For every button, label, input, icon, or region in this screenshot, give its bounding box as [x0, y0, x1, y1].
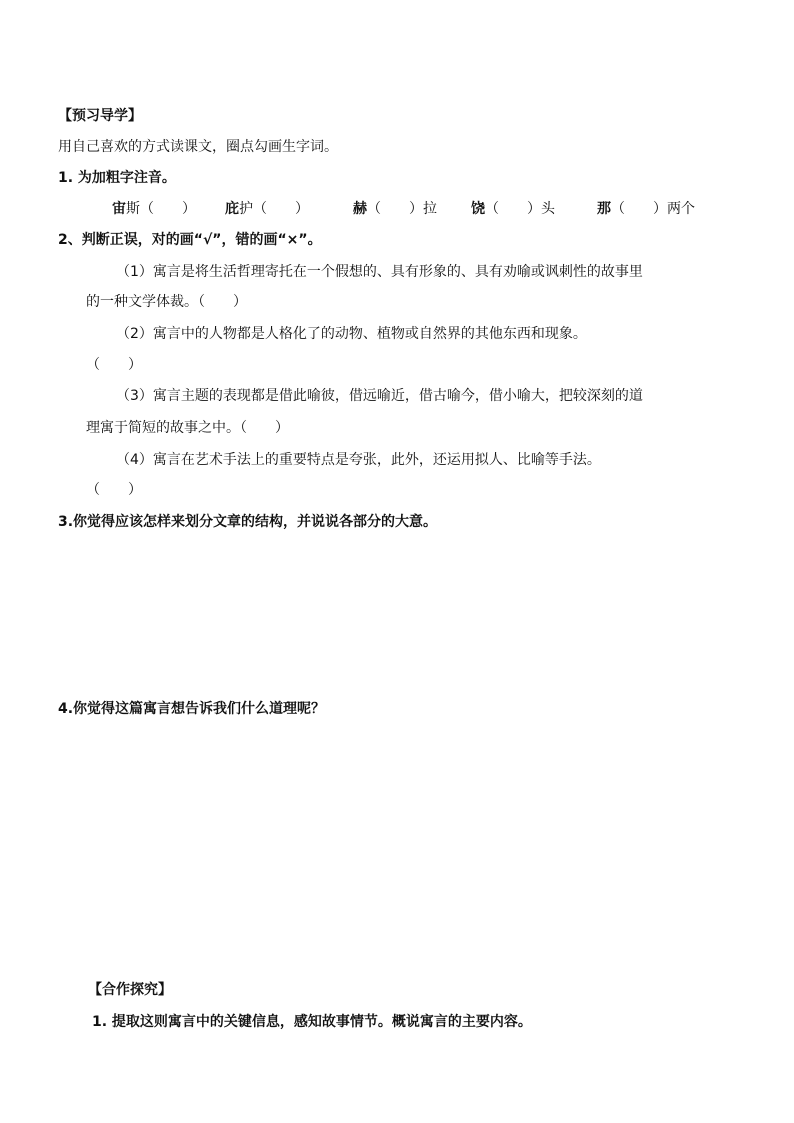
q2-statement-3a: （3）寓言主题的表现都是借此喻彼，借远喻近，借古喻今，借小喻大，把较深刻的道 [116, 388, 643, 404]
q2-statement-2a: （2）寓言中的人物都是人格化了的动物、植物或自然界的其他东西和现象。 [116, 326, 587, 342]
q4-title: 4.你觉得这篇寓言想告诉我们什么道理呢？ [58, 701, 326, 717]
cooperation-q1: 1. 提取这则寓言中的关键信息，感知故事情节。概说寓言的主要内容。 [92, 1014, 532, 1030]
pinyin-item-3 [353, 199, 437, 219]
q2-statement-4b: （ ） [86, 482, 142, 498]
q2-statement-2b: （ ） [86, 357, 142, 373]
q2-title: 2、判断正误，对的画“√”，错的画“×”。 [58, 232, 322, 248]
pinyin-rest: 护（ ） [239, 201, 309, 217]
q3-title: 3.你觉得应该怎样来划分文章的结构，并说说各部分的大意。 [58, 514, 438, 530]
q2-statement-4a: （4）寓言在艺术手法上的重要特点是夸张，此外，还运用拟人、比喻等手法。 [116, 452, 601, 468]
pinyin-rest: （ ）拉 [367, 201, 437, 217]
q1-title: 1. 为加粗字注音。 [58, 170, 176, 186]
pinyin-rest: （ ）两个 [611, 201, 695, 217]
pinyin-item-1 [112, 199, 196, 219]
cooperation-heading: 【合作探究】 [88, 982, 172, 998]
pinyin-bold-char: 宙 [112, 201, 126, 217]
preview-heading: 【预习导学】 [58, 108, 142, 124]
preview-intro: 用自己喜欢的方式读课文，圈点勾画生字词。 [58, 139, 338, 155]
pinyin-item-5 [597, 199, 695, 219]
pinyin-bold-char: 那 [597, 201, 611, 217]
pinyin-bold-char: 饶 [471, 201, 485, 217]
q2-statement-1b: 的一种文学体裁。（ ） [86, 294, 247, 310]
pinyin-bold-char: 赫 [353, 201, 367, 217]
pinyin-item-4 [471, 199, 555, 219]
q2-statement-1a: （1）寓言是将生活哲理寄托在一个假想的、具有形象的、具有劝喻或讽刺性的故事里 [116, 264, 643, 280]
pinyin-rest: （ ）头 [485, 201, 555, 217]
pinyin-item-2 [225, 199, 309, 219]
q2-statement-3b: 理寓于简短的故事之中。（ ） [86, 420, 289, 436]
pinyin-bold-char: 庇 [225, 201, 239, 217]
pinyin-rest: 斯（ ） [126, 201, 196, 217]
